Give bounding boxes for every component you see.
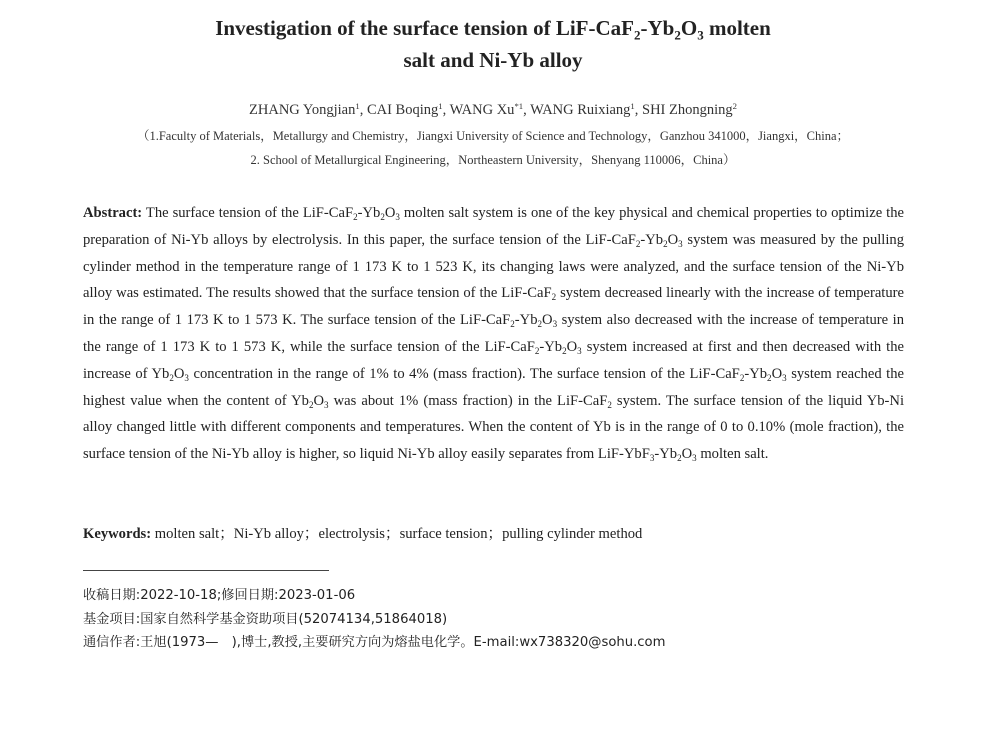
title-line-1: Investigation of the surface tension of LiF-$CaF_2-Yb_2O_3$ molten	[215, 16, 771, 43]
affiliation-line-1: （1.Faculty of Materials，Metallurgy and Chemistry，Jiangxi University of Science and Technology，Ganzhou 341000，Jiangxi，China；	[136, 129, 850, 143]
keywords-label: Keywords:	[83, 526, 152, 542]
author-affiliation-mark: 1	[630, 101, 635, 112]
abstract-label: Abstract:	[83, 205, 143, 221]
author-name: SHI Zhongning	[642, 102, 733, 118]
footnote-corresponding-author: 通信作者:王旭(1973— ),博士,教授,主要研究方向为熔盐电化学。E-mail:wx738320@sohu.com	[83, 635, 666, 650]
author-affiliation-mark: *1	[514, 101, 524, 112]
author-affiliation-mark: 1	[355, 101, 360, 112]
author-affiliation-mark: 2	[732, 101, 737, 112]
footnote-funding: 基金项目:国家自然科学基金资助项目(52074134,51864018)	[83, 612, 448, 627]
title-line-2: salt and Ni-Yb alloy	[403, 48, 583, 72]
keywords-line	[83, 521, 904, 547]
abstract-paragraph: Abstract: The surface tension of the LiF-$CaF_2-Yb_2O_3$ molten salt system is one of the key physical and chemical properties to optimize the preparation of Ni-Yb alloys by electrolysis. In this paper, the surface tension of the LiF-$CaF_2-Yb_2O_3$ system was measured by the pulling cylinder method in the temperature range of 1 173 K to 1 523 K, its changing laws were analyzed, and the surface tension of the Ni-Yb alloy was estimated. The results showed that the surface tension of the LiF-CaF$_2$ system decreased linearly with the increase of temperature in the range of 1 173 K to 1 573 K. The surface tension of the LiF-$CaF_2-Yb_2O_3$ system also decreased with the increase of temperature in the range of 1 173 K to 1 573 K, while the surface tension of the LiF-$CaF_2-Yb_2O_3$ system increased at first and then decreased with the increase of $Yb_2O_3$ concentration in the range of 1% to 4% (mass fraction). The surface tension of the LiF-$CaF_2-Yb_2O_3$ system reached the highest value when the content of $Yb_2O_3$ was about 1% (mass fraction) in the LiF-CaF$_2$ system. The surface tension of the liquid Yb-Ni alloy changed little with different components and temperatures. When the content of Yb is in the range of 0 to 0.10% (mole fraction), the surface tension of the Ni-Yb alloy is higher, so liquid Ni-Yb alloy easily separates from LiF-$YbF_3-Yb_2O_3$ molten salt.	[83, 205, 904, 464]
keywords-text: molten salt；Ni-Yb alloy；electrolysis；surface tension；pulling cylinder method	[151, 526, 643, 542]
author-name: ZHANG Yongjian	[249, 102, 356, 118]
footnote-divider	[83, 570, 329, 571]
author-name: WANG Ruixiang	[530, 102, 631, 118]
footnote-received-date: 收稿日期:2022-10-18;修回日期:2023-01-06	[83, 588, 356, 603]
author-name: CAI Boqing	[366, 102, 439, 118]
paper-title	[0, 12, 986, 76]
author-name: WANG Xu	[449, 102, 515, 118]
author-affiliation-mark: 1	[438, 101, 443, 112]
author-list: ZHANG Yongjian$^1$, CAI Boqing$^1$, WANG Xu$^{*1}$, WANG Ruixiang$^1$, SHI Zhongning$^2$	[249, 101, 737, 118]
affiliation-line-2: 2. School of Metallurgical Engineering，Northeastern University，Shenyang 110006，China）	[250, 153, 736, 167]
